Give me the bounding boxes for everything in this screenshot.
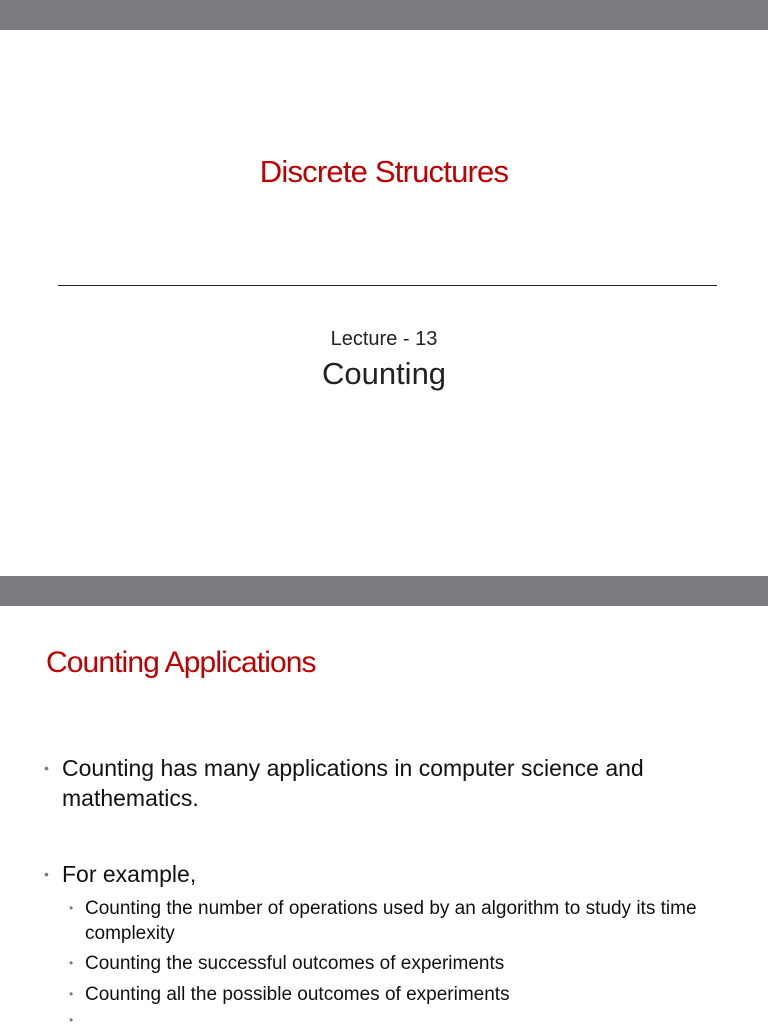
sub-bullet-item — [69, 896, 729, 946]
slide1-divider — [58, 285, 717, 286]
sub-bullet-text: Counting the number of operations used by an algorithm to study its time complexity — [85, 898, 697, 944]
sub-bullet-text: Counting the successful outcomes of experiments — [85, 953, 505, 974]
bullet-icon: • — [44, 760, 49, 776]
sub-bullet-text: Counting all the possible outcomes of experiments — [85, 984, 510, 1005]
sub-bullet-icon: • — [69, 956, 74, 970]
slide1-lecture-number: Lecture - 13 — [330, 328, 438, 350]
bullet-icon: • — [44, 866, 49, 882]
sub-bullet-item — [69, 982, 729, 1007]
slide-separator-bar — [0, 576, 768, 606]
bullet-item — [44, 753, 734, 813]
bullet-item — [44, 859, 734, 889]
sub-bullet-item — [69, 951, 729, 976]
slide1-topic: Counting — [321, 356, 447, 391]
slide-separator-bar-top — [0, 0, 768, 30]
slide1-title: Discrete Structures — [259, 154, 509, 189]
bullet-text: For example, — [62, 861, 197, 887]
bullet-text: Counting has many applications in computer science and mathematics. — [62, 755, 644, 811]
sub-bullet-icon: • — [69, 901, 74, 915]
sub-bullet-icon: • — [69, 987, 74, 1001]
slide2-title: Counting Applications — [46, 646, 316, 679]
sub-bullet-icon-cut-off: • — [69, 1013, 74, 1024]
